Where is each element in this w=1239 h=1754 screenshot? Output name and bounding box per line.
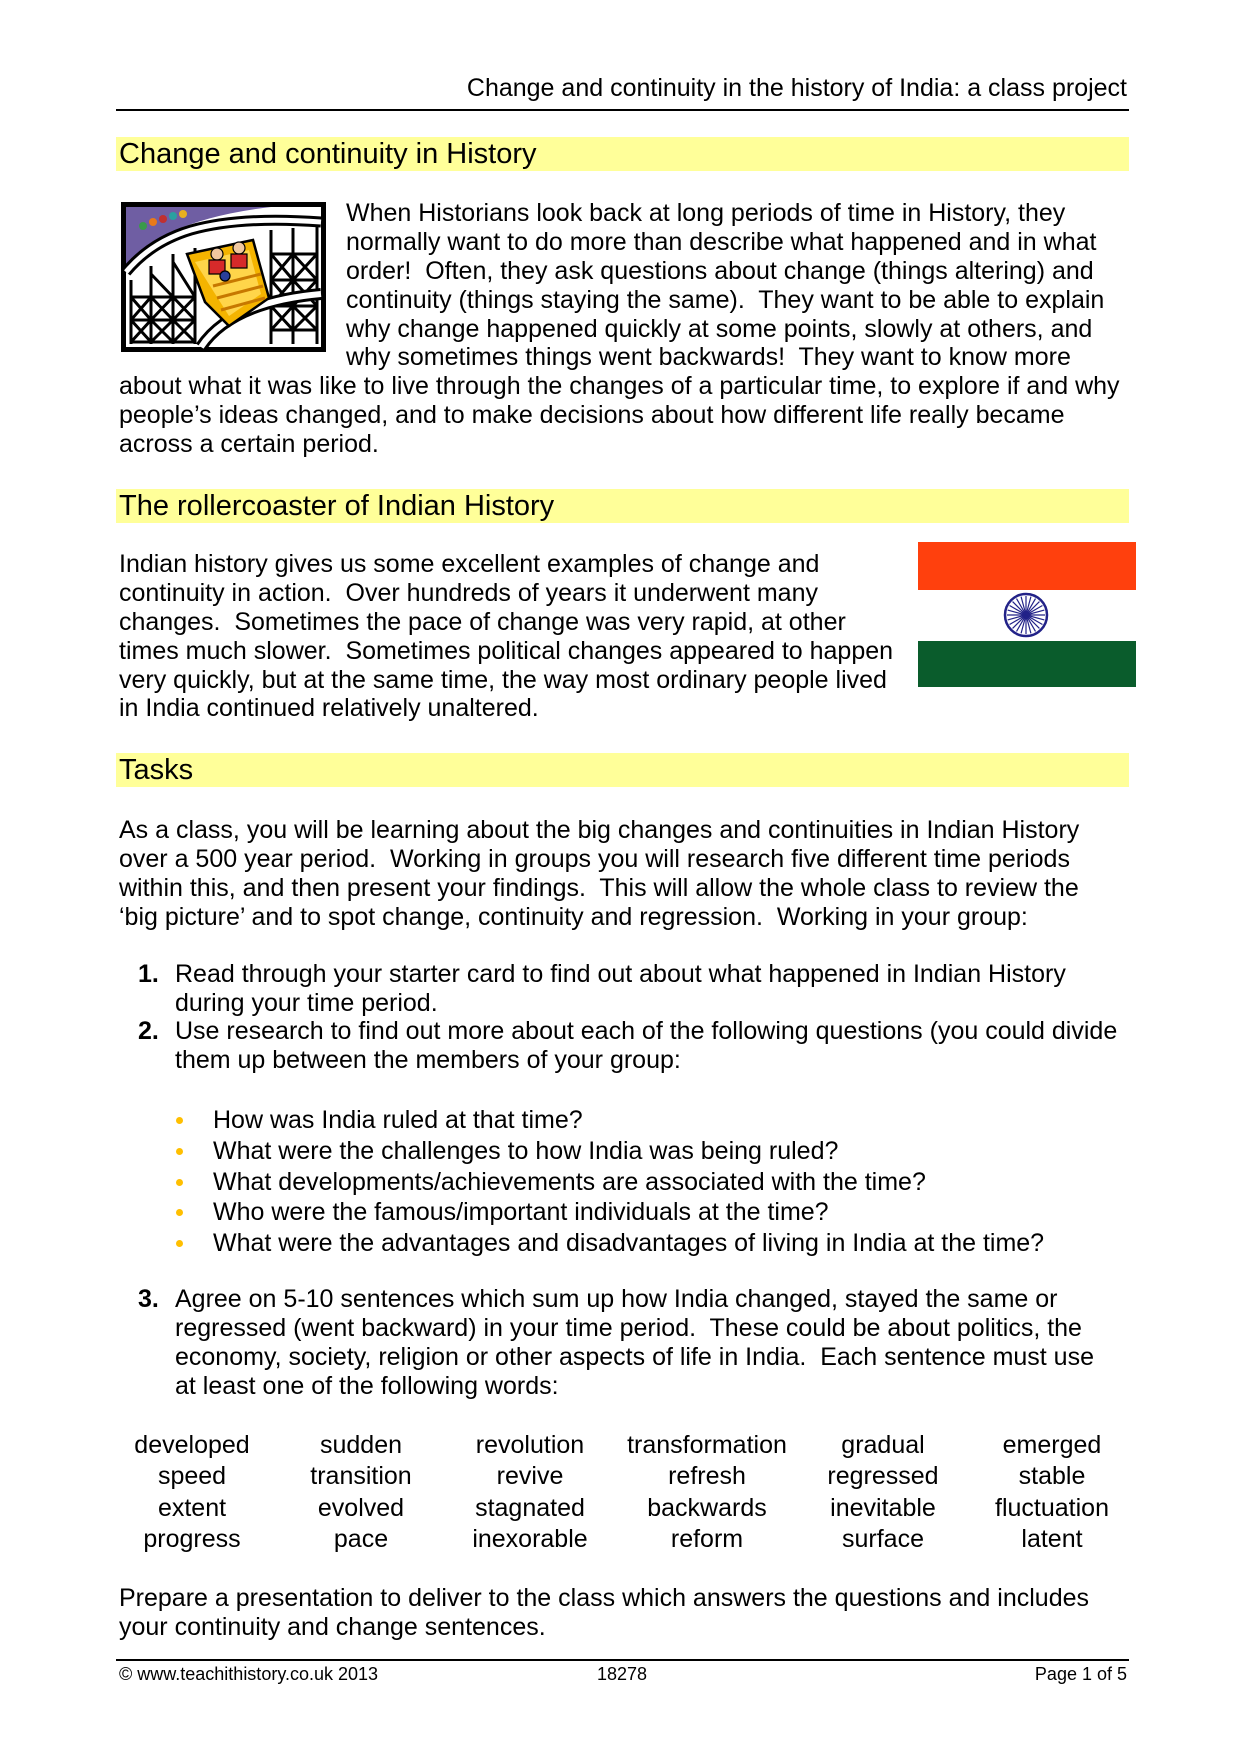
text-line: very quickly, but at the same time, the way most ordinary people lived xyxy=(119,665,887,694)
footer-divider xyxy=(116,1659,1129,1661)
bullet-text: What were the advantages and disadvantages of living in India at the time? xyxy=(213,1229,1045,1258)
bullet-dot-icon xyxy=(176,1240,183,1247)
text-line: times much slower. Sometimes political changes appeared to happen xyxy=(119,636,894,665)
vocabulary-word: surface xyxy=(842,1525,924,1554)
text-line: Use research to find out more about each of the following questions (you could divide xyxy=(175,1017,1118,1045)
vocabulary-word: revolution xyxy=(475,1431,585,1459)
vocabulary-word: evolved xyxy=(317,1493,405,1522)
text-line: regressed (went backward) in your time period. These could be about politics, the xyxy=(175,1313,1082,1342)
word-column xyxy=(102,1430,282,1556)
vocabulary-word: stable xyxy=(1018,1462,1086,1491)
header-divider xyxy=(116,109,1129,111)
step-2-text xyxy=(175,1017,1117,1075)
text-line: ‘big picture’ and to spot change, continuity and regression. Working in your group: xyxy=(119,902,1028,931)
text-line: across a certain period. xyxy=(119,430,379,459)
vocabulary-word: inexorable xyxy=(472,1525,588,1554)
text-line: order! Often, they ask questions about change (things altering) and xyxy=(346,256,1094,285)
bullet-text: How was India ruled at that time? xyxy=(213,1106,583,1134)
bullet-text: What developments/achievements are associated with the time? xyxy=(213,1167,926,1196)
vocabulary-word: emerged xyxy=(1002,1431,1102,1459)
india-flag-image xyxy=(918,542,1136,687)
word-column xyxy=(793,1430,973,1556)
section-heading-rollercoaster: The rollercoaster of Indian History xyxy=(119,490,555,522)
vocabulary-word: pace xyxy=(333,1525,389,1554)
text-line: Read through your starter card to find out about what happened in Indian History xyxy=(175,960,1066,988)
vocabulary-word: refresh xyxy=(668,1462,746,1491)
text-line: economy, society, religion or other aspects of life in India. Each sentence must use xyxy=(175,1342,1094,1371)
text-line: them up between the members of your group: xyxy=(175,1045,681,1074)
text-line: within this, and then present your findings. This will allow the whole class to review the xyxy=(119,873,1079,902)
step-1-text xyxy=(175,960,1066,1018)
vocabulary-word: stagnated xyxy=(475,1493,585,1522)
section-heading-bar xyxy=(116,489,1129,523)
vocabulary-word: transition xyxy=(310,1462,412,1491)
vocabulary-word: latent xyxy=(1021,1525,1083,1554)
text-line: during your time period. xyxy=(175,988,438,1017)
text-line: Indian history gives us some excellent examples of change and xyxy=(119,550,820,578)
bullet-dot-icon xyxy=(176,1209,183,1216)
word-column xyxy=(962,1430,1142,1556)
vocabulary-word: sudden xyxy=(319,1431,403,1459)
vocabulary-word: transformation xyxy=(627,1431,787,1459)
vocabulary-word: regressed xyxy=(827,1462,939,1491)
vocabulary-word: inevitable xyxy=(830,1493,936,1522)
vocabulary-word: fluctuation xyxy=(995,1493,1109,1522)
step-3-text xyxy=(175,1285,1094,1401)
text-line: changes. Sometimes the pace of change was very rapid, at other xyxy=(119,607,846,636)
text-line: normally want to do more than describe what happened and in what xyxy=(346,227,1097,256)
bullet-text: What were the challenges to how India was being ruled? xyxy=(213,1136,839,1165)
footer-document-code: 18278 xyxy=(596,1664,648,1684)
word-column xyxy=(271,1430,451,1556)
vocabulary-word: revive xyxy=(496,1462,564,1491)
list-item xyxy=(176,1167,1076,1198)
step-number: 1. xyxy=(138,960,159,988)
step-number: 2. xyxy=(138,1017,159,1045)
bullet-dot-icon xyxy=(176,1179,183,1186)
intro-paragraph xyxy=(119,199,1120,459)
section-heading-bar xyxy=(116,753,1129,787)
vocabulary-word: extent xyxy=(157,1493,227,1522)
text-line: in India continued relatively unaltered. xyxy=(119,694,539,723)
bullet-dot-icon xyxy=(176,1117,183,1124)
vocabulary-word: backwards xyxy=(647,1493,767,1522)
text-line: Prepare a presentation to deliver to the class which answers the questions and includes xyxy=(119,1584,1090,1612)
bullet-dot-icon xyxy=(176,1148,183,1155)
list-item xyxy=(176,1228,1076,1259)
section-heading-tasks: Tasks xyxy=(119,754,194,786)
vocabulary-word: gradual xyxy=(841,1431,925,1459)
text-line: people’s ideas changed, and to make decisions about how different life really became xyxy=(119,401,1065,430)
question-bullet-list xyxy=(176,1105,1076,1259)
section-heading-bar xyxy=(116,137,1129,171)
step-number: 3. xyxy=(138,1285,159,1313)
word-column xyxy=(617,1430,797,1556)
word-column xyxy=(440,1430,620,1556)
closing-paragraph xyxy=(119,1584,1089,1642)
text-line: Agree on 5-10 sentences which sum up how India changed, stayed the same or xyxy=(175,1285,1058,1313)
document-header-title: Change and continuity in the history of India: a class project xyxy=(466,74,1127,102)
text-line: As a class, you will be learning about the big changes and continuities in Indian History xyxy=(119,816,1080,844)
text-line: about what it was like to live through the changes of a particular time, to explore if and why xyxy=(119,372,1120,401)
text-line: at least one of the following words: xyxy=(175,1371,559,1400)
list-item xyxy=(176,1136,1076,1167)
ashoka-chakra-icon xyxy=(1005,594,1047,636)
text-line: When Historians look back at long periods of time in History, they xyxy=(346,199,1066,227)
text-line: why sometimes things went backwards! They want to know more xyxy=(346,343,1071,372)
list-item xyxy=(176,1197,1076,1228)
flag-green-stripe xyxy=(918,641,1136,687)
vocabulary-word: reform xyxy=(670,1525,744,1554)
footer-page-number: Page 1 of 5 xyxy=(1034,1664,1127,1684)
flag-saffron-stripe xyxy=(918,542,1136,590)
tasks-intro-paragraph xyxy=(119,816,1079,932)
text-line: continuity in action. Over hundreds of years it underwent many xyxy=(119,578,818,607)
bullet-text: Who were the famous/important individuals at the time? xyxy=(213,1198,829,1227)
section-heading-change-continuity: Change and continuity in History xyxy=(119,138,537,170)
vocabulary-word: developed xyxy=(134,1431,250,1459)
text-line: why change happened quickly at some points, slowly at others, and xyxy=(346,314,1093,343)
vocabulary-word: progress xyxy=(143,1525,241,1554)
text-line: your continuity and change sentences. xyxy=(119,1612,546,1641)
list-item xyxy=(176,1105,1076,1136)
footer-copyright: © www.teachithistory.co.uk 2013 xyxy=(119,1664,379,1684)
vocabulary-word: speed xyxy=(157,1462,227,1491)
rollercoaster-paragraph xyxy=(119,550,893,723)
text-line: over a 500 year period. Working in groups you will research five different time periods xyxy=(119,844,1070,873)
text-line: continuity (things staying the same). They want to be able to explain xyxy=(346,285,1105,314)
